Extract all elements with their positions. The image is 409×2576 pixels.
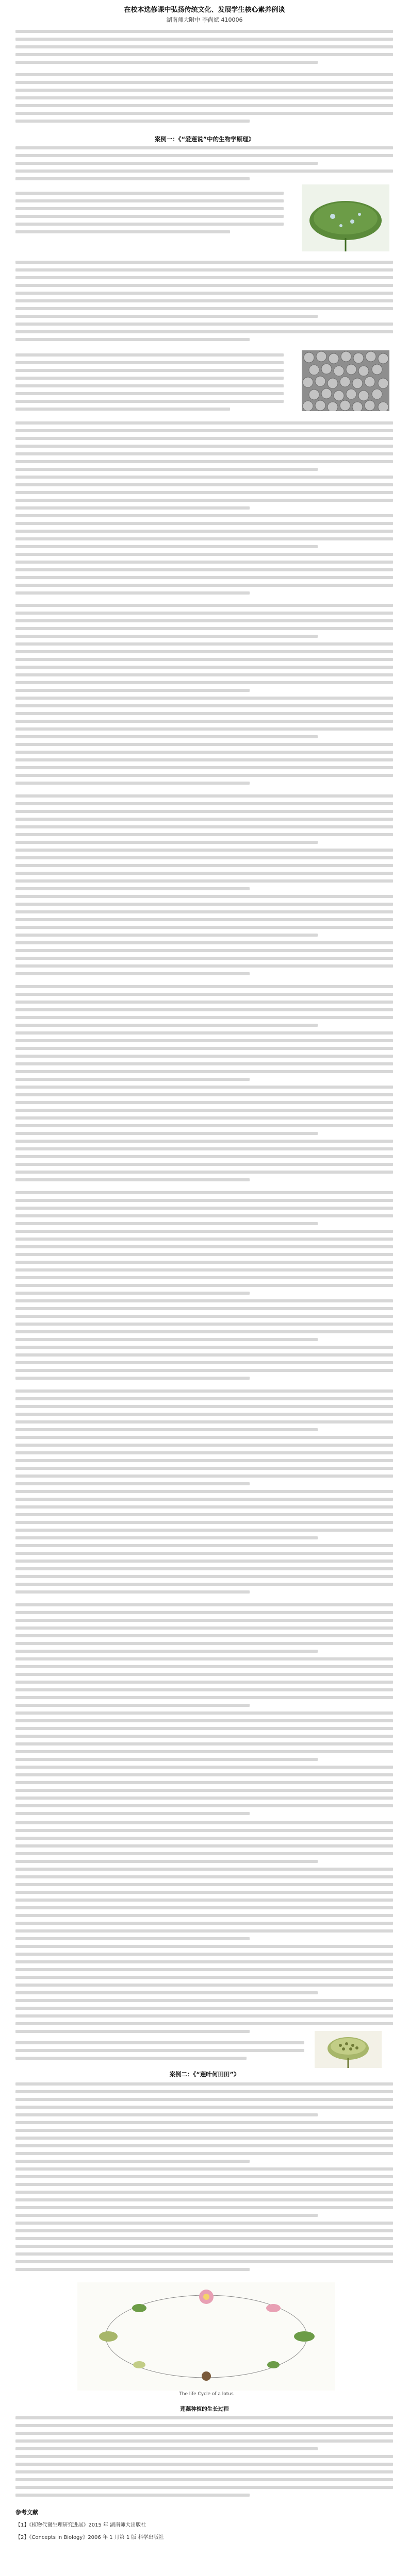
section-heading-case1: 案例一：《“爱莲说”中的生物学原理》 [154,135,255,143]
case1-text-l [15,1821,393,2038]
case1-text-g [15,794,393,980]
case1-text-c [15,261,393,346]
author-postcode: 410006 [221,16,243,23]
author-line [0,15,409,24]
intro-text [15,73,393,127]
case1-text-i [15,1191,393,1384]
case1-text-m [15,2041,304,2064]
case1-text-d [15,353,284,415]
case1-text-f [15,604,393,789]
abstract-text [15,30,393,69]
life-cycle-caption: The life Cycle of a lotus [179,2392,234,2397]
lotus-leaf-photo [302,184,389,251]
case1-text-e [15,421,393,599]
case1-text-j [15,1389,393,1598]
reference-2: 【2】《Concepts in Biology》2006 年 1 月第 1 版 科学出版社 [15,2535,164,2540]
case2-text-b [15,2416,393,2501]
author-affiliation: 湖南师大附中 [166,16,201,23]
author-name: 李尚斌 [202,16,219,23]
reference-1: 【1】《植物代谢生理研究进展》2015 年 湖南师大出版社 [15,2522,146,2528]
case1-text-k [15,1603,393,1820]
case1-text-a [15,146,393,185]
lotus-surface-micrograph [302,350,389,411]
case2-text-a [15,2082,393,2276]
lotus-life-cycle-diagram [77,2282,335,2391]
references-heading: 参考文献 [15,2509,38,2516]
document-title: 在校本选修课中弘扬传统文化、发展学生核心素养例谈 [124,6,285,14]
lotus-seed-photo [315,2031,382,2068]
case1-text-h [15,985,393,1186]
section-heading-case3: 莲藕种植的生长过程 [180,2406,229,2412]
section-heading-case2: 案例二：《“莲叶何田田”》 [169,2071,240,2078]
case1-text-b [15,192,284,238]
